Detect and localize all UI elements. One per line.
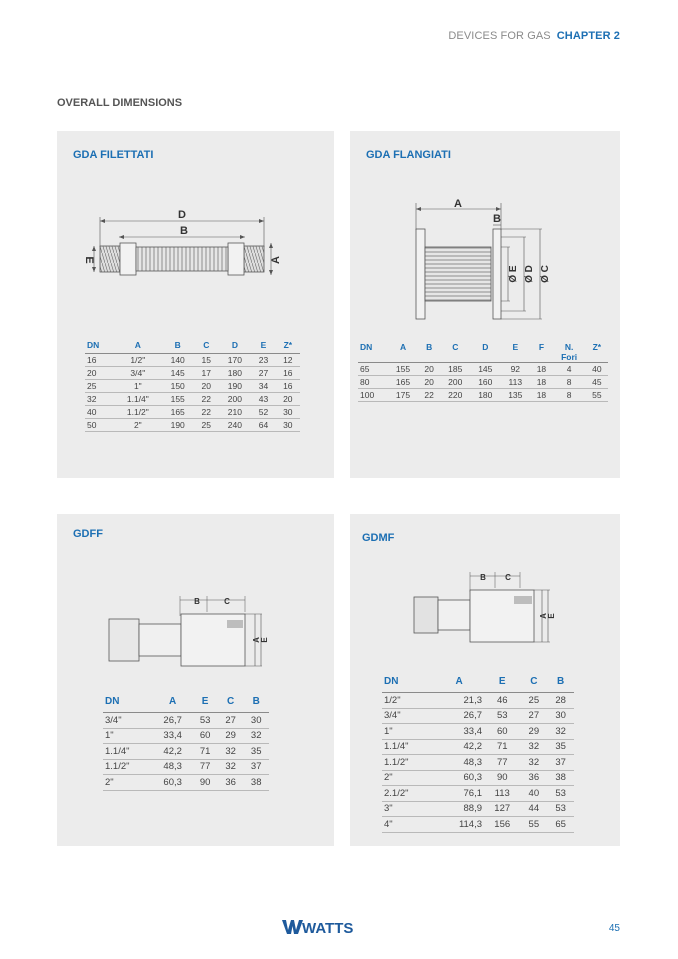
table-cell: 30 — [547, 708, 574, 724]
table-cell: 8 — [553, 389, 586, 402]
table-cell: 90 — [192, 775, 218, 791]
gda-filettati-dim-a: A — [270, 256, 282, 264]
table-row — [103, 713, 269, 729]
gda-flangiati-table — [358, 342, 608, 402]
column-header: C — [227, 696, 235, 707]
table-cell: 38 — [243, 775, 269, 791]
table-cell: 30 — [243, 713, 269, 729]
table-cell: 30 — [276, 406, 300, 419]
column-header — [553, 342, 586, 363]
table-cell: 8 — [553, 376, 586, 389]
section-title: OVERALL DIMENSIONS — [57, 97, 183, 109]
column-header: Z* — [283, 340, 293, 350]
table-cell: 65 — [358, 363, 388, 376]
table-cell: 90 — [484, 770, 520, 786]
table-cell: 1.1/4" — [382, 739, 434, 755]
gda-filettati-dim-b: B — [180, 225, 188, 237]
table-cell: 3/4" — [103, 713, 153, 729]
table-cell: 22 — [194, 393, 218, 406]
gdff-dim-c: C — [224, 597, 230, 606]
table-cell: 4 — [553, 363, 586, 376]
table-cell: 40 — [520, 786, 547, 802]
table-cell: 16 — [85, 354, 114, 367]
column-header: A — [455, 676, 463, 687]
table-cell: 55 — [520, 817, 547, 833]
gda-filettati-table — [85, 340, 300, 432]
panel-gda-filettati — [57, 131, 334, 478]
table-row — [358, 363, 608, 376]
table-cell: 37 — [243, 759, 269, 775]
table-row — [382, 708, 574, 724]
table-row — [85, 419, 300, 432]
table-cell: 2" — [103, 775, 153, 791]
table-cell: 26,7 — [153, 713, 192, 729]
table-cell: 55 — [586, 389, 608, 402]
table-cell: 77 — [192, 759, 218, 775]
table-cell: 77 — [484, 755, 520, 771]
gdff-drawing — [57, 594, 334, 684]
table-cell: 71 — [192, 744, 218, 760]
table-cell: 40 — [85, 406, 114, 419]
table-cell: 88,9 — [434, 801, 484, 817]
gdmf-dim-b: B — [480, 573, 486, 582]
table-cell: 165 — [161, 406, 194, 419]
table-cell: 113 — [500, 376, 530, 389]
gdmf-dim-a: A — [539, 613, 548, 619]
gdmf-drawing — [350, 570, 620, 660]
column-header: DN — [360, 342, 373, 352]
column-header: E — [498, 676, 506, 687]
gdmf-dim-c: C — [505, 573, 511, 582]
table-cell: 1.1/2" — [382, 755, 434, 771]
table-cell: 27 — [520, 708, 547, 724]
table-cell: 210 — [218, 406, 251, 419]
table-cell: 36 — [218, 775, 244, 791]
table-row — [382, 770, 574, 786]
column-header: B — [174, 340, 181, 350]
column-header: D — [231, 340, 238, 350]
table-cell: 17 — [194, 367, 218, 380]
table-row — [382, 817, 574, 833]
table-cell: 170 — [218, 354, 251, 367]
table-cell: 32 — [520, 755, 547, 771]
table-cell: 1.1/2" — [103, 759, 153, 775]
table-cell: 165 — [388, 376, 418, 389]
gdff-dim-b: B — [194, 597, 200, 606]
table-cell: 200 — [218, 393, 251, 406]
gda-flangiati-dim-a: A — [454, 198, 462, 210]
column-header: B — [556, 676, 565, 687]
table-cell: 16 — [276, 380, 300, 393]
table-cell: 113 — [484, 786, 520, 802]
table-cell: 100 — [358, 389, 388, 402]
table-cell: 220 — [440, 389, 470, 402]
table-cell: 25 — [85, 380, 114, 393]
table-cell: 25 — [520, 693, 547, 709]
table-cell: 2" — [382, 770, 434, 786]
table-cell: 18 — [530, 389, 552, 402]
watts-logo — [282, 917, 368, 937]
table-cell: 190 — [218, 380, 251, 393]
table-cell: 29 — [520, 724, 547, 740]
table-row — [382, 801, 574, 817]
table-cell: 1" — [103, 728, 153, 744]
table-cell: 160 — [470, 376, 500, 389]
table-cell: 15 — [194, 354, 218, 367]
table-row — [85, 367, 300, 380]
table-cell: 20 — [418, 376, 440, 389]
table-cell: 27 — [218, 713, 244, 729]
table-cell: 135 — [500, 389, 530, 402]
column-header: E — [260, 340, 267, 350]
gda-flangiati-drawing — [350, 195, 620, 325]
panel-gda-flangiati — [350, 131, 620, 478]
table-cell: 64 — [251, 419, 275, 432]
column-header: B — [426, 342, 433, 352]
table-cell: 18 — [530, 376, 552, 389]
gda-flangiati-dim-c: Ø C — [540, 265, 551, 283]
gdff-dim-a: A — [252, 637, 261, 643]
table-cell: 53 — [547, 801, 574, 817]
table-row — [358, 389, 608, 402]
column-header: DN — [384, 676, 399, 687]
table-cell: 20 — [276, 393, 300, 406]
table-cell: 53 — [192, 713, 218, 729]
column-header: A — [134, 340, 141, 350]
table-cell: 32 — [85, 393, 114, 406]
table-cell: 46 — [484, 693, 520, 709]
page-header — [448, 30, 620, 42]
table-cell: 48,3 — [153, 759, 192, 775]
table-cell: 80 — [358, 376, 388, 389]
table-cell: 76,1 — [434, 786, 484, 802]
gda-filettati-title: GDA FILETTATI — [73, 149, 154, 161]
table-cell: 32 — [218, 744, 244, 760]
table-cell: 180 — [470, 389, 500, 402]
table-cell: 145 — [470, 363, 500, 376]
panel-gdmf — [350, 514, 620, 846]
gda-filettati-dim-d: D — [178, 209, 186, 221]
table-cell: 240 — [218, 419, 251, 432]
gda-flangiati-title: GDA FLANGIATI — [366, 149, 451, 161]
table-cell: 1/2" — [382, 693, 434, 709]
table-cell: 2.1/2" — [382, 786, 434, 802]
table-cell: 32 — [243, 728, 269, 744]
table-cell: 155 — [388, 363, 418, 376]
column-header: C — [530, 676, 538, 687]
table-cell: 150 — [161, 380, 194, 393]
table-cell: 20 — [418, 363, 440, 376]
table-cell: 71 — [484, 739, 520, 755]
table-cell: 43 — [251, 393, 275, 406]
table-cell: 22 — [194, 406, 218, 419]
table-cell: 18 — [530, 363, 552, 376]
gda-flangiati-dim-d: Ø D — [524, 265, 535, 283]
column-header: F — [538, 342, 545, 352]
table-cell: 33,4 — [434, 724, 484, 740]
table-row — [103, 759, 269, 775]
table-cell: 3/4" — [382, 708, 434, 724]
table-row — [382, 724, 574, 740]
table-cell: 35 — [243, 744, 269, 760]
table-cell: 1.1/4" — [114, 393, 161, 406]
column-header-fori: Fori — [561, 352, 578, 362]
table-cell: 92 — [500, 363, 530, 376]
table-cell: 114,3 — [434, 817, 484, 833]
gda-filettati-dim-e: E — [83, 256, 95, 264]
table-cell: 4" — [382, 817, 434, 833]
table-cell: 180 — [218, 367, 251, 380]
gdmf-title: GDMF — [362, 532, 395, 544]
column-header: D — [482, 342, 489, 352]
table-cell: 37 — [547, 755, 574, 771]
table-cell: 1.1/2" — [114, 406, 161, 419]
table-row — [382, 693, 574, 709]
column-header: A — [169, 696, 177, 707]
table-row — [358, 376, 608, 389]
column-header: E — [201, 696, 209, 707]
table-row — [103, 728, 269, 744]
table-cell: 156 — [484, 817, 520, 833]
table-cell: 145 — [161, 367, 194, 380]
panel-gdff — [57, 514, 334, 846]
gda-flangiati-dim-b: B — [493, 213, 501, 225]
table-row — [85, 393, 300, 406]
table-cell: 30 — [276, 419, 300, 432]
table-cell: 20 — [85, 367, 114, 380]
table-row — [382, 786, 574, 802]
table-cell: 52 — [251, 406, 275, 419]
table-cell: 50 — [85, 419, 114, 432]
column-header: E — [512, 342, 519, 352]
gdff-dim-e: E — [260, 637, 269, 643]
table-cell: 175 — [388, 389, 418, 402]
table-cell: 36 — [520, 770, 547, 786]
watts-logo-text: WATTS — [302, 920, 354, 937]
table-cell: 127 — [484, 801, 520, 817]
table-row — [85, 406, 300, 419]
table-cell: 20 — [194, 380, 218, 393]
table-cell: 42,2 — [434, 739, 484, 755]
table-cell: 38 — [547, 770, 574, 786]
table-cell: 29 — [218, 728, 244, 744]
table-row — [103, 775, 269, 791]
header-section: DEVICES FOR GAS — [448, 30, 551, 42]
table-cell: 23 — [251, 354, 275, 367]
table-cell: 53 — [547, 786, 574, 802]
column-header: DN — [105, 696, 120, 707]
table-cell: 1" — [382, 724, 434, 740]
table-cell: 28 — [547, 693, 574, 709]
table-cell: 60,3 — [153, 775, 192, 791]
table-cell: 3/4" — [114, 367, 161, 380]
table-cell: 40 — [586, 363, 608, 376]
gdff-title: GDFF — [73, 528, 103, 540]
table-cell: 16 — [276, 367, 300, 380]
table-cell: 32 — [547, 724, 574, 740]
column-header: Z* — [592, 342, 602, 352]
table-cell: 65 — [547, 817, 574, 833]
table-cell: 200 — [440, 376, 470, 389]
gdff-table — [103, 696, 269, 791]
column-header-n: N. — [564, 342, 574, 352]
table-cell: 22 — [418, 389, 440, 402]
table-cell: 42,2 — [153, 744, 192, 760]
table-cell: 34 — [251, 380, 275, 393]
column-header: A — [399, 342, 407, 352]
table-cell: 21,3 — [434, 693, 484, 709]
table-cell: 3" — [382, 801, 434, 817]
table-cell: 1" — [114, 380, 161, 393]
table-cell: 45 — [586, 376, 608, 389]
table-cell: 32 — [520, 739, 547, 755]
table-cell: 25 — [194, 419, 218, 432]
page-number: 45 — [608, 923, 620, 934]
table-cell: 155 — [161, 393, 194, 406]
gda-flangiati-dim-e: Ø E — [508, 265, 519, 283]
table-cell: 60 — [484, 724, 520, 740]
table-cell: 12 — [276, 354, 300, 367]
table-cell: 26,7 — [434, 708, 484, 724]
table-cell: 48,3 — [434, 755, 484, 771]
table-cell: 140 — [161, 354, 194, 367]
table-cell: 32 — [218, 759, 244, 775]
column-header: C — [203, 340, 210, 350]
table-cell: 53 — [484, 708, 520, 724]
table-row — [85, 354, 300, 367]
table-cell: 190 — [161, 419, 194, 432]
header-chapter: CHAPTER 2 — [556, 30, 620, 42]
column-header: B — [252, 696, 260, 707]
gda-filettati-drawing — [57, 203, 334, 303]
table-cell: 185 — [440, 363, 470, 376]
table-row — [382, 755, 574, 771]
table-row — [85, 380, 300, 393]
table-cell: 2" — [114, 419, 161, 432]
table-row — [382, 739, 574, 755]
column-header: C — [452, 342, 459, 352]
table-cell: 44 — [520, 801, 547, 817]
table-cell: 33,4 — [153, 728, 192, 744]
table-cell: 1/2" — [114, 354, 161, 367]
table-row — [103, 744, 269, 760]
table-cell: 60 — [192, 728, 218, 744]
table-cell: 35 — [547, 739, 574, 755]
gdmf-dim-e: E — [547, 613, 556, 619]
table-cell: 27 — [251, 367, 275, 380]
column-header: DN — [87, 340, 100, 350]
table-cell: 60,3 — [434, 770, 484, 786]
table-cell: 1.1/4" — [103, 744, 153, 760]
gdmf-table — [382, 676, 574, 833]
